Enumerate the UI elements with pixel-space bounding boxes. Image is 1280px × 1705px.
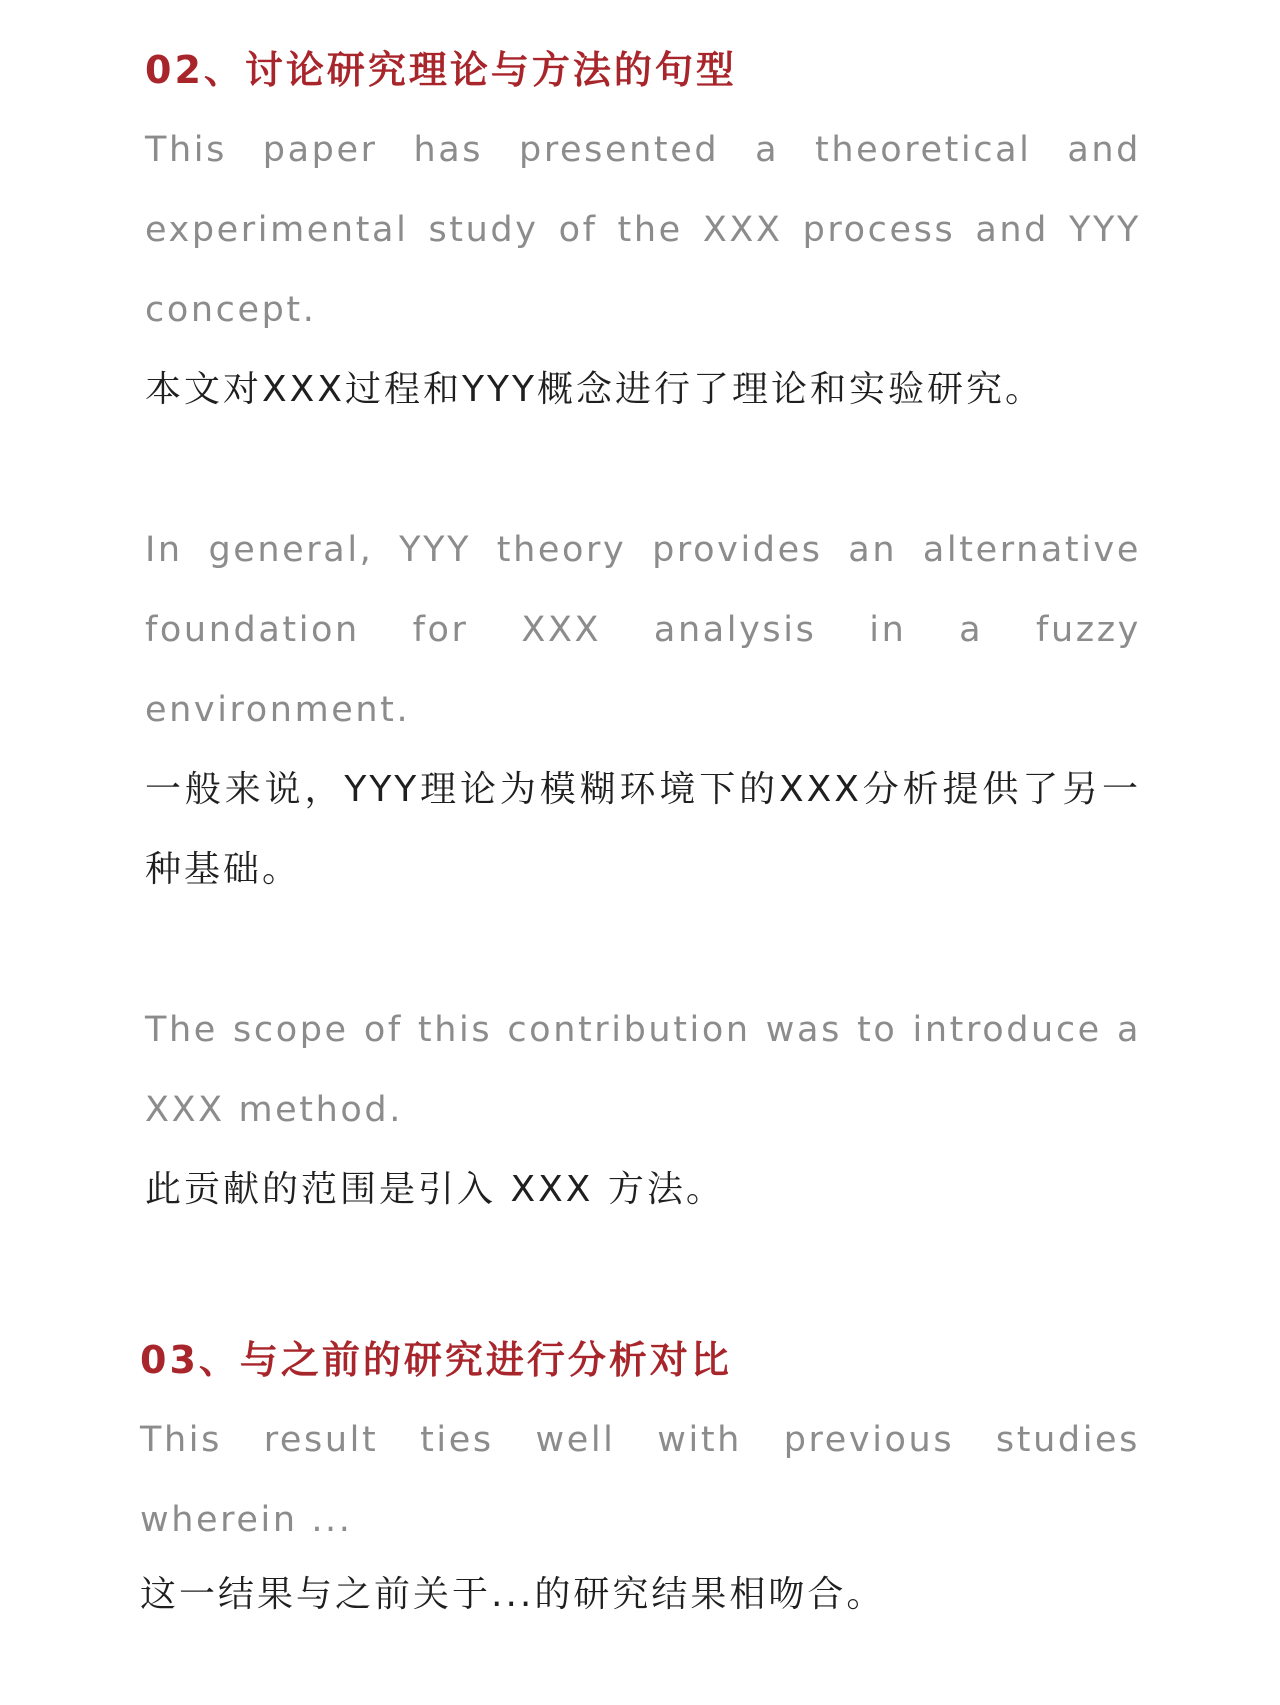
section-heading-03: 03、与之前的研究进行分析对比 (140, 1338, 732, 1382)
chinese-translation-4: 这一结果与之前关于...的研究结果相吻合。 (140, 1574, 886, 1615)
chinese-translation-3: 此贡献的范围是引入 XXX 方法。 (145, 1169, 725, 1210)
english-sentence-1: This paper has presented a theoretical and experimental study of the XXX process and YYY concept. (145, 130, 1141, 330)
english-sentence-4: This result ties well with previous studies wherein ... (140, 1420, 1140, 1540)
chinese-translation-2: 一般来说，YYY理论为模糊环境下的XXX分析提供了另一种基础。 (145, 769, 1141, 890)
english-sentence-2: In general, YYY theory provides an alternative foundation for XXX analysis in a fuzzy environment. (145, 530, 1141, 730)
english-sentence-3: The scope of this contribution was to introduce a XXX method. (145, 1010, 1141, 1130)
section-heading-02: 02、讨论研究理论与方法的句型 (145, 48, 737, 92)
chinese-translation-1: 本文对XXX过程和YYY概念进行了理论和实验研究。 (145, 369, 1044, 410)
